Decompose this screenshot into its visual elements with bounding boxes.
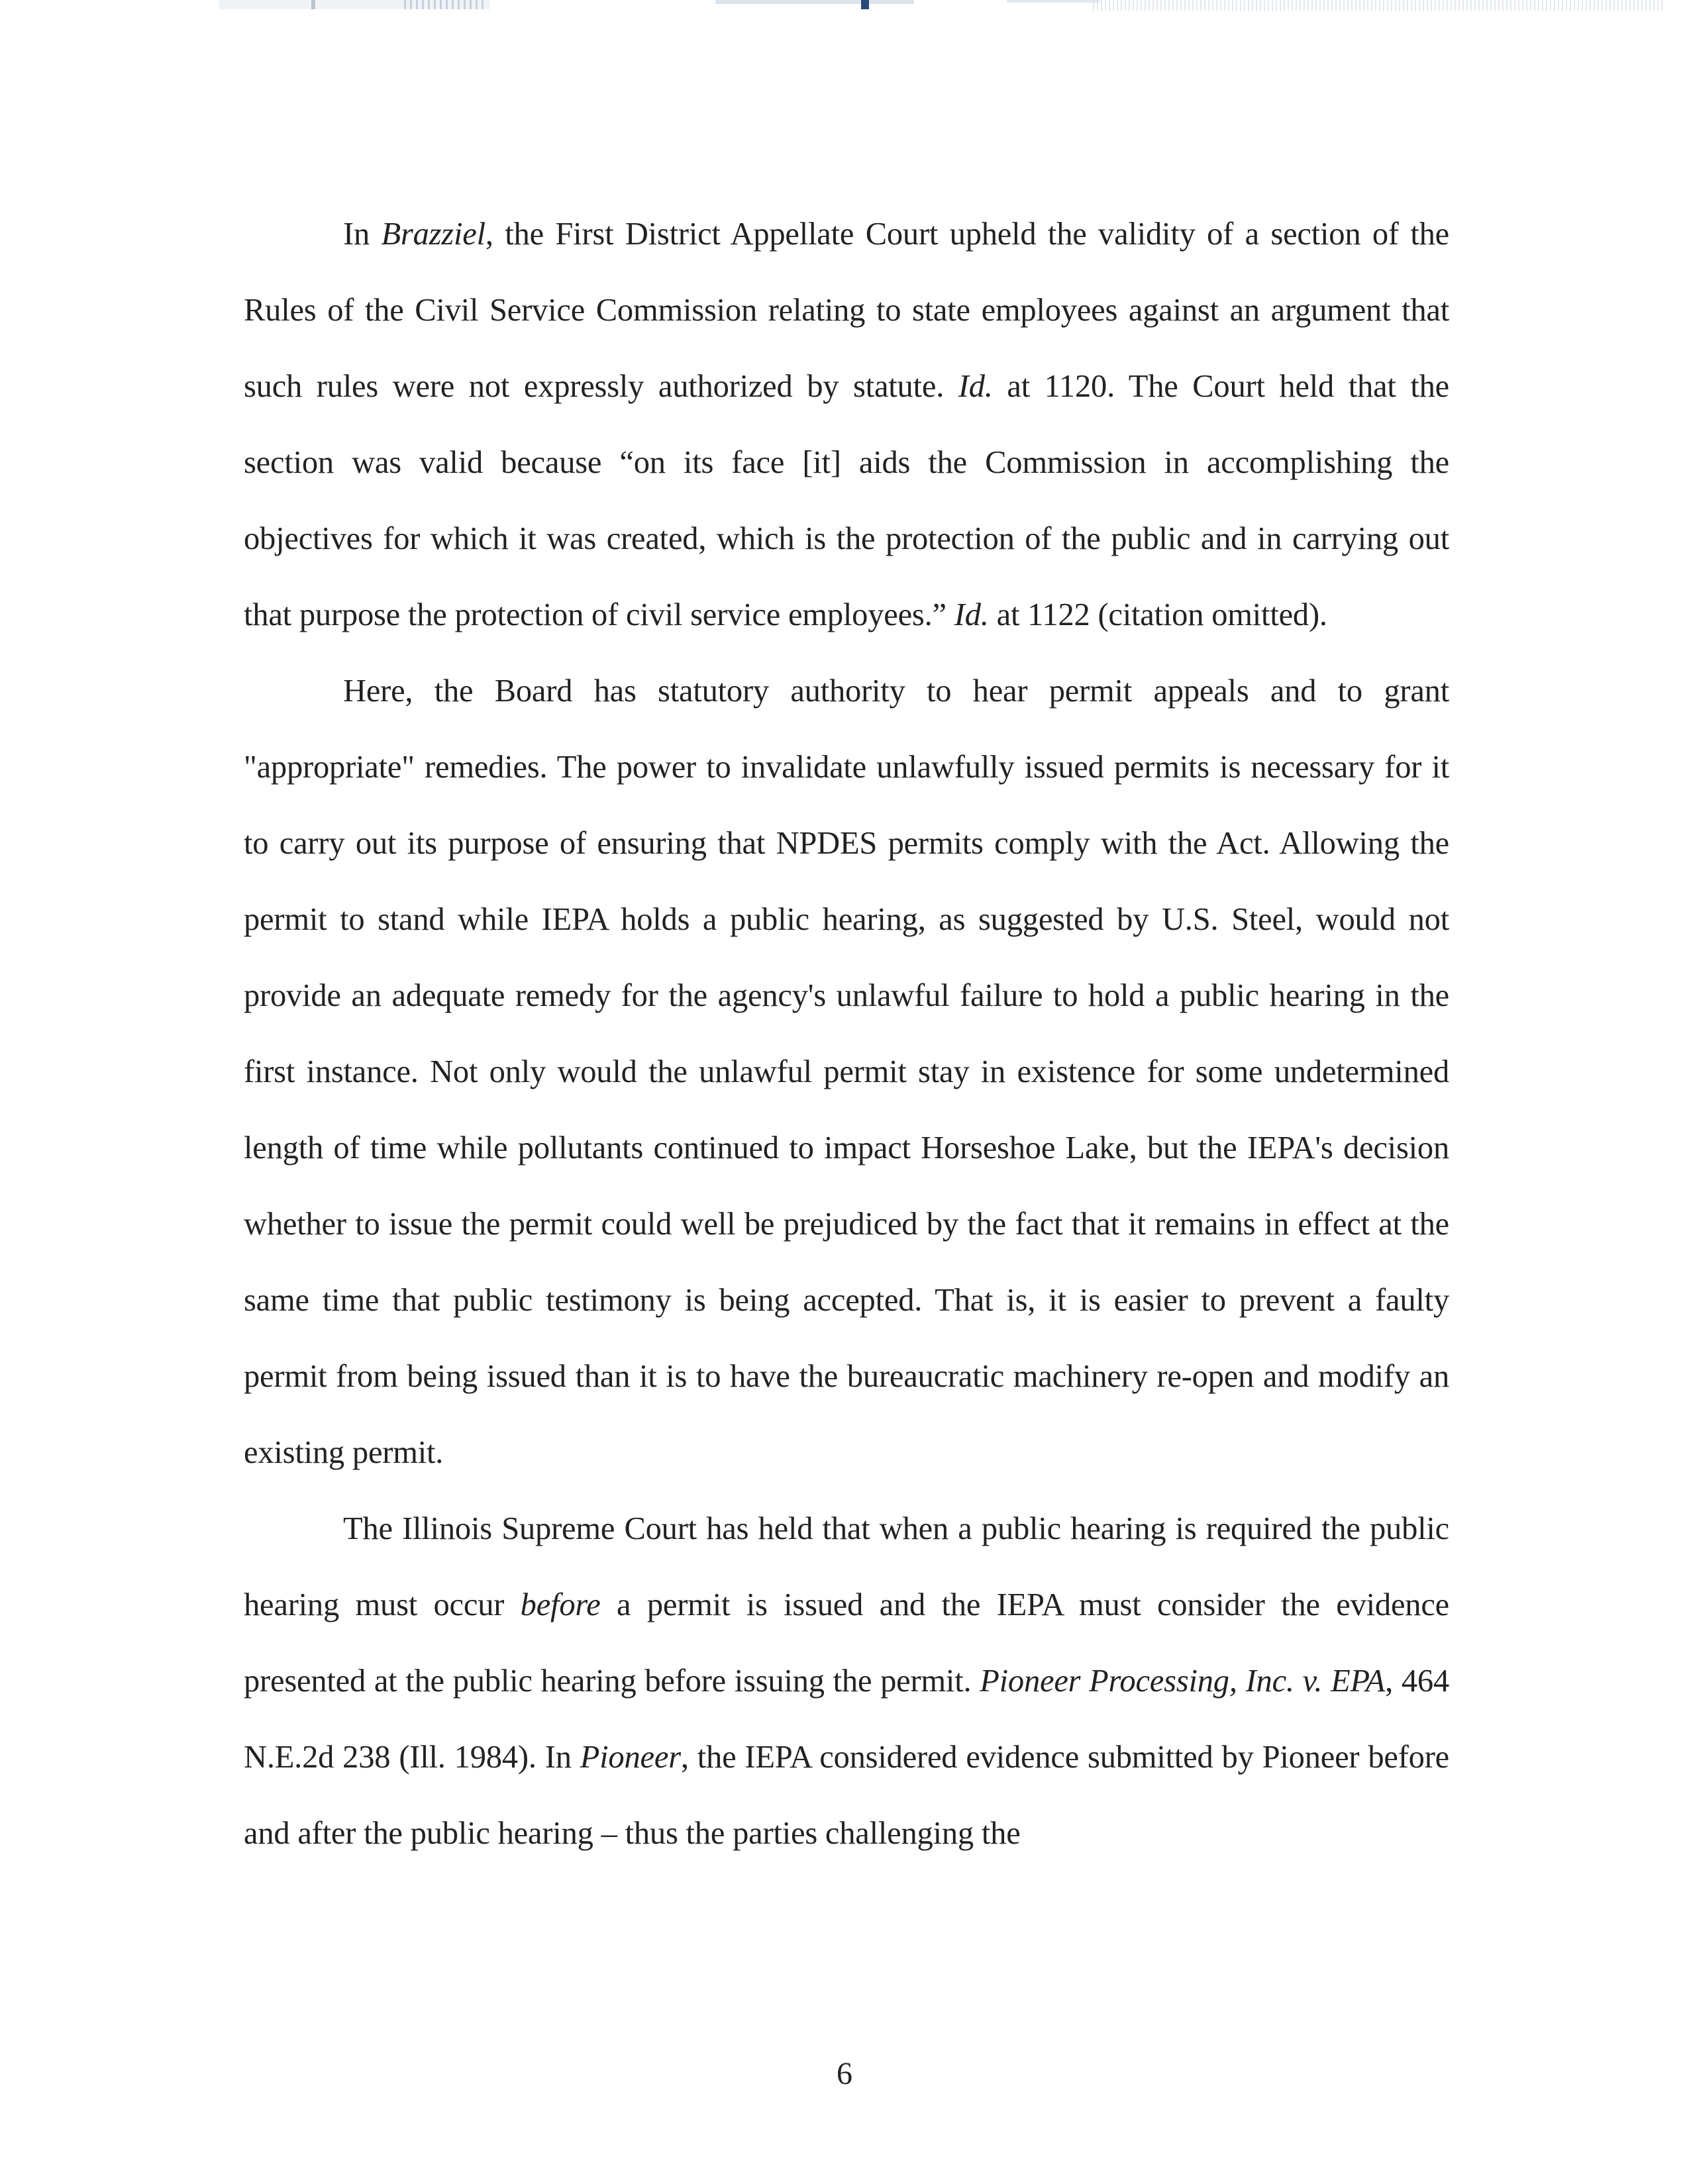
body-text: In — [343, 217, 382, 252]
italic-citation-text: Id. — [958, 369, 993, 404]
paragraph-pioneer — [244, 1491, 1449, 1871]
page-body — [244, 196, 1449, 1871]
body-text: , 464 N.E.2d 238 (Ill. 1984). In — [244, 1663, 1449, 1775]
body-text: a permit is issued and the IEPA must consider the evidence presented at the public hearing before issuing the permit. — [244, 1587, 1449, 1699]
body-text: The Illinois Supreme Court has held that when a public hearing is required the public hearing must occur — [244, 1511, 1449, 1622]
italic-citation-text: Brazziel — [381, 217, 486, 252]
body-text: at 1122 (citation omitted). — [988, 597, 1327, 632]
italic-citation-text: before — [520, 1587, 601, 1622]
body-text: Here, the Board has statutory authority to hear permit appeals and to grant "appropriate" remedies. The power to invalidate unlawfully issued permits is necessary for it to carry out its purpose of ensuring that NPDES permits comply with the Act. Allowing the permit to stand while IEPA holds a public hearing, as suggested by U.S. Steel, would not provide an adequate remedy for the agency's unlawful failure to hold a public hearing in the first instance. Not only would the unlawful permit stay in existence for some undetermined length of time while pollutants continued to impact Horseshoe Lake, but the IEPA's decision whether to issue the permit could well be prejudiced by the fact that it remains in effect at the same time that public testimony is being accepted. That is, it is easier to prevent a faulty permit from being issued than it is to have the bureaucratic machinery re-open and modify an existing permit. — [244, 673, 1449, 1470]
page-number: 6 — [837, 2056, 852, 2091]
italic-citation-text: Id. — [954, 597, 989, 632]
italic-citation-text: Pioneer Processing, Inc. v. EPA — [980, 1663, 1386, 1699]
body-text: at 1120. The Court held that the section was valid because “on its face [it] aids the Commission in accomplishing the objectives for which it was created, which is the protection of the public and in carrying out that purpose the protection of civil service employees.” — [244, 369, 1449, 632]
scan-edge-artifacts — [0, 0, 1689, 15]
paragraph-brazziel — [244, 196, 1449, 653]
body-text: , the IEPA considered evidence submitted by Pioneer before and after the public hearing – thus the parties challenging the — [244, 1740, 1449, 1851]
body-text: , the First District Appellate Court upheld the validity of a section of the Rules of the Civil Service Commission relating to state employees against an argument that such rules were not expressly authorized by statute. — [244, 217, 1449, 404]
paragraph-board-authority — [244, 653, 1449, 1491]
italic-citation-text: Pioneer — [580, 1740, 681, 1775]
